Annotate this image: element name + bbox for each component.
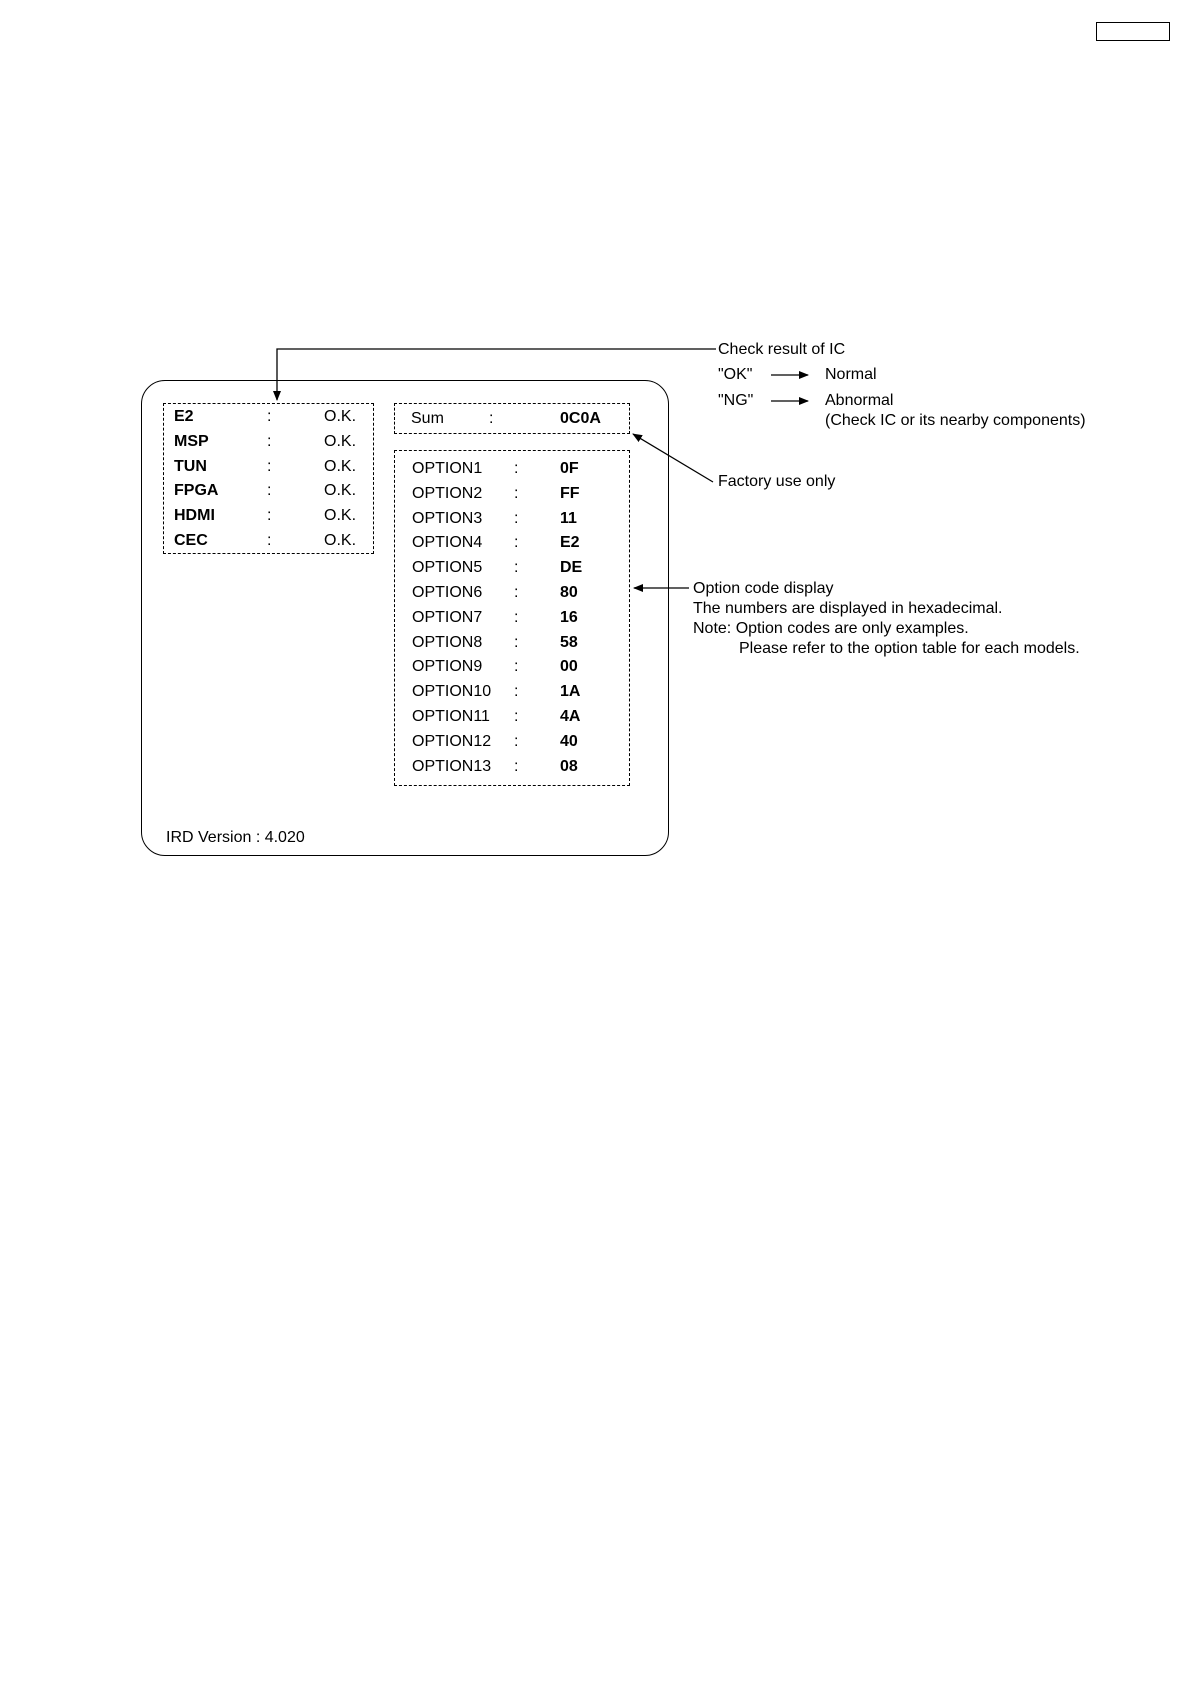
- option-separator: :: [514, 683, 519, 701]
- check-result-title: Check result of IC: [718, 341, 846, 358]
- option-separator: :: [514, 559, 519, 577]
- option-value: 1A: [560, 683, 581, 701]
- ic-name: MSP: [174, 432, 209, 450]
- option-separator: :: [514, 732, 519, 750]
- option-value: 08: [560, 757, 578, 775]
- option-value: 11: [560, 509, 577, 527]
- sum-separator: :: [489, 410, 494, 427]
- option-line-1: The numbers are displayed in hexadecimal.: [693, 600, 1003, 617]
- ic-separator: :: [267, 457, 272, 475]
- option-separator: :: [514, 534, 519, 552]
- ic-status: O.K.: [324, 482, 357, 500]
- ic-status: O.K.: [324, 408, 357, 425]
- option-title: Option code display: [693, 580, 834, 597]
- option-separator: :: [514, 484, 519, 502]
- option-value: 00: [560, 658, 578, 676]
- option-value: 80: [560, 584, 578, 601]
- option-label: OPTION4: [412, 534, 483, 552]
- option-separator: :: [514, 584, 519, 601]
- option-label: OPTION8: [412, 633, 483, 651]
- option-separator: :: [514, 509, 519, 527]
- ic-name: FPGA: [174, 482, 219, 500]
- ic-separator: :: [267, 432, 272, 450]
- ok-meaning: Normal: [825, 366, 877, 383]
- ic-name: HDMI: [174, 507, 215, 525]
- ok-code: "OK": [718, 366, 753, 383]
- factory-note: Factory use only: [718, 473, 836, 490]
- option-value: 4A: [560, 708, 581, 725]
- option-label: OPTION12: [412, 732, 492, 750]
- ng-meaning: Abnormal: [825, 392, 894, 409]
- ic-name: E2: [174, 408, 194, 425]
- ic-separator: :: [267, 408, 272, 425]
- option-label: OPTION7: [412, 608, 483, 626]
- check-result-leader: [277, 349, 716, 400]
- option-label: OPTION9: [412, 658, 483, 676]
- ic-separator: :: [267, 507, 272, 525]
- option-value: FF: [560, 484, 580, 502]
- option-label: OPTION3: [412, 509, 483, 527]
- ic-status: O.K.: [324, 432, 357, 450]
- ird-version: IRD Version : 4.020: [166, 829, 305, 846]
- option-separator: :: [514, 757, 519, 775]
- option-separator: :: [514, 708, 519, 725]
- option-label: OPTION10: [412, 683, 492, 701]
- ic-separator: :: [267, 482, 272, 500]
- option-label: OPTION1: [412, 460, 483, 477]
- option-label: OPTION11: [412, 708, 490, 725]
- option-label: OPTION2: [412, 484, 483, 502]
- ic-name: CEC: [174, 532, 208, 549]
- option-label: OPTION13: [412, 757, 492, 775]
- ic-status: O.K.: [324, 507, 357, 525]
- factory-leader: [633, 434, 713, 482]
- sum-value: 0C0A: [560, 410, 601, 427]
- sum-label: Sum: [411, 410, 444, 427]
- ng-code: "NG": [718, 392, 754, 409]
- ic-name: TUN: [174, 457, 207, 475]
- option-value: 58: [560, 633, 578, 651]
- option-separator: :: [514, 633, 519, 651]
- ic-separator: :: [267, 532, 272, 549]
- ic-status: O.K.: [324, 457, 357, 475]
- option-separator: :: [514, 658, 519, 676]
- ng-note: (Check IC or its nearby components): [825, 412, 1086, 429]
- option-value: E2: [560, 534, 580, 552]
- option-separator: :: [514, 460, 519, 477]
- option-label: OPTION5: [412, 559, 483, 577]
- option-value: 40: [560, 732, 578, 750]
- option-separator: :: [514, 608, 519, 626]
- ic-status: O.K.: [324, 532, 357, 549]
- option-value: 16: [560, 608, 578, 626]
- option-value: DE: [560, 559, 583, 577]
- option-value: 0F: [560, 460, 579, 477]
- option-line-2: Note: Option codes are only examples.: [693, 620, 969, 637]
- option-line-3: Please refer to the option table for each models.: [739, 640, 1080, 657]
- option-label: OPTION6: [412, 584, 483, 601]
